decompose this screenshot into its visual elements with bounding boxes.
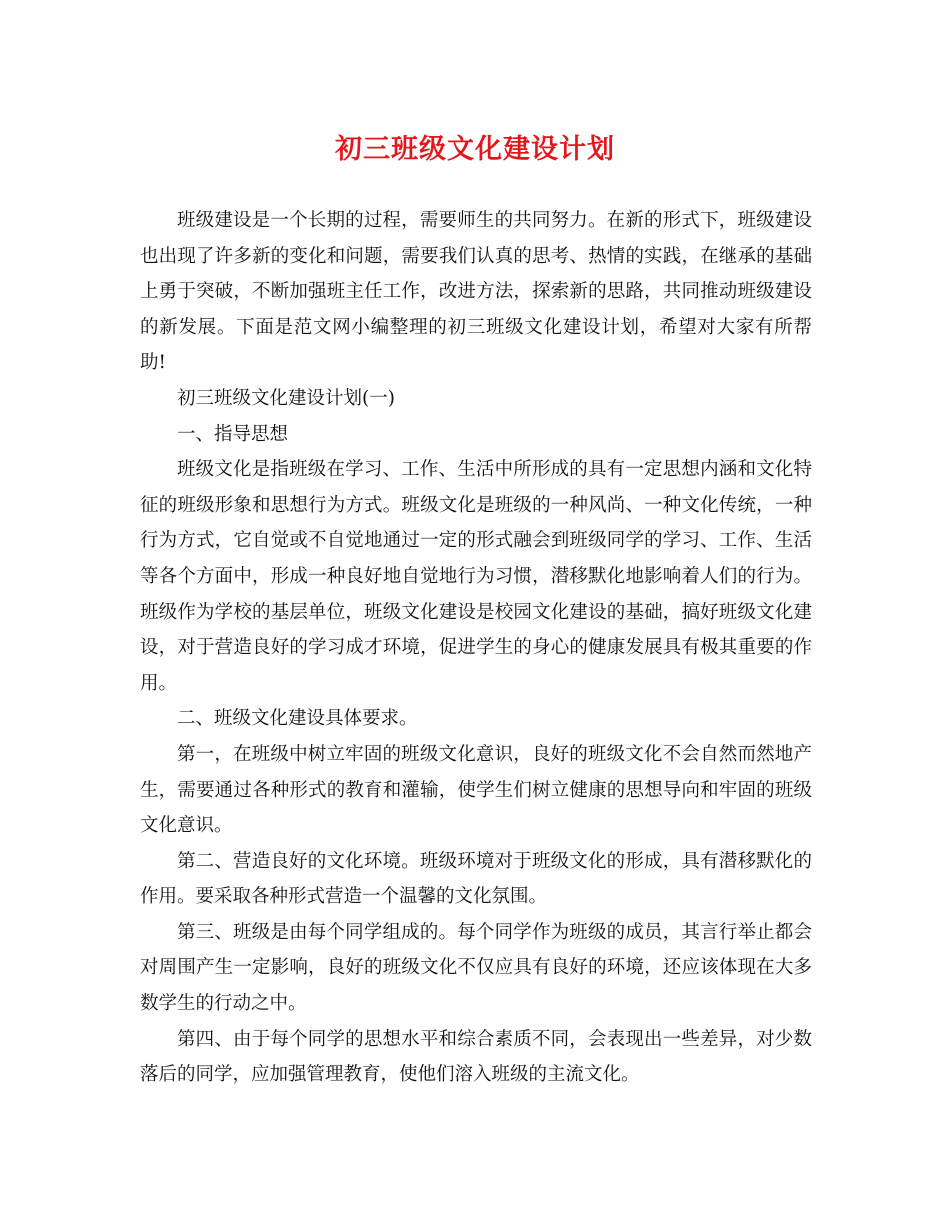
section-heading-guiding-ideology: 一、指导思想 [177, 423, 289, 445]
section-heading-requirements: 二、班级文化建设具体要求。 [177, 708, 418, 730]
requirement-third: 第三、班级是由每个同学组成的。每个同学作为班级的成员，其言行举止都会对周围产生一定影响，良好的班级文化不仅应具有良好的环境，还应该体现在大多数学生的行动之中。 [140, 921, 812, 1015]
intro-paragraph: 班级建设是一个长期的过程，需要师生的共同努力。在新的形式下，班级建设也出现了许多新的变化和问题，需要我们认真的思考、热情的实践，在继承的基础上勇于突破，不断加强班主任工作，改进方法，探索新的思路，共同推动班级建设的新发展。下面是范文网小编整理的初三班级文化建设计划，希望对大家有所帮助! [140, 210, 812, 374]
plan-subtitle: 初三班级文化建设计划(一) [177, 387, 395, 409]
requirement-second: 第二、营造良好的文化环境。班级环境对于班级文化的形成，具有潜移默化的作用。要采取各种形式营造一个温馨的文化氛围。 [140, 850, 812, 908]
paragraph-class-culture-definition: 班级文化是指班级在学习、工作、生活中所形成的具有一定思想内涵和文化特征的班级形象和思想行为方式。班级文化是班级的一种风尚、一种文化传统，一种行为方式，它自觉或不自觉地通过一定的形式融会到班级同学的学习、工作、生活等各个方面中，形成一种良好地自觉地行为习惯，潜移默化地影响着人们的行为。班级作为学校的基层单位，班级文化建设是校园文化建设的基础，搞好班级文化建设，对于营造良好的学习成才环境，促进学生的身心的健康发展具有极其重要的作用。 [140, 459, 812, 694]
document-title: 初三班级文化建设计划 [335, 134, 615, 165]
requirement-fourth: 第四、由于每个同学的思想水平和综合素质不同，会表现出一些差异，对少数落后的同学，应加强管理教育，使他们溶入班级的主流文化。 [140, 1028, 812, 1086]
requirement-first: 第一，在班级中树立牢固的班级文化意识，良好的班级文化不会自然而然地产生，需要通过各种形式的教育和灌输，使学生们树立健康的思想导向和牢固的班级文化意识。 [140, 743, 812, 837]
document-body [140, 203, 812, 1093]
